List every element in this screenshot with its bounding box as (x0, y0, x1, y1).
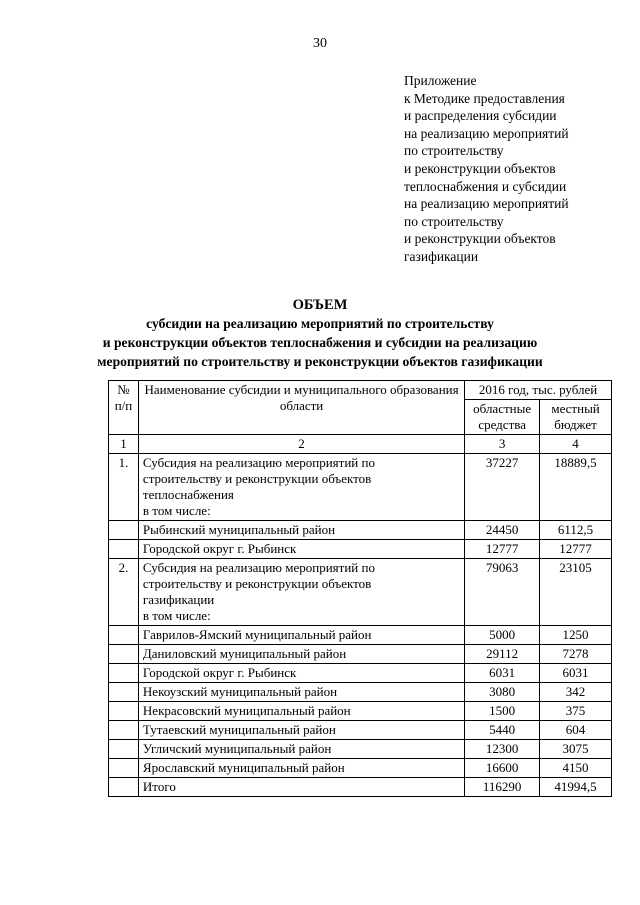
regional-value: 1500 (465, 702, 540, 721)
section-title-line: теплоснабжения (142, 487, 234, 502)
appendix-line: на реализацию мероприятий (404, 196, 569, 212)
local-value: 1250 (540, 626, 612, 645)
municipality-name: Некоузский муниципальный район (138, 683, 464, 702)
municipality-name: Городской округ г. Рыбинск (138, 540, 464, 559)
section-title (138, 454, 464, 521)
municipality-name: Ярославский муниципальный район (138, 759, 464, 778)
section-num: 1. (109, 454, 139, 521)
table-header-row (109, 381, 612, 400)
section-row (109, 559, 612, 626)
regional-value: 79063 (465, 559, 540, 626)
page-number: 30 (313, 36, 327, 51)
regional-value: 6031 (465, 664, 540, 683)
local-value: 12777 (540, 540, 612, 559)
regional-value: 3080 (465, 683, 540, 702)
header-year: 2016 год, тыс. рублей (465, 381, 612, 400)
table-row (109, 721, 612, 740)
municipality-name: Даниловский муниципальный район (138, 645, 464, 664)
regional-value: 37227 (465, 454, 540, 521)
appendix-line: и распределения субсидии (404, 108, 557, 124)
local-value: 7278 (540, 645, 612, 664)
row-num (109, 721, 139, 740)
section-title (138, 559, 464, 626)
local-value: 4150 (540, 759, 612, 778)
appendix-line: теплоснабжения и субсидии (404, 178, 567, 194)
row-num (109, 540, 139, 559)
table-row (109, 759, 612, 778)
appendix-line: и реконструкции объектов (404, 160, 556, 176)
regional-value: 29112 (465, 645, 540, 664)
table-row (109, 626, 612, 645)
total-regional: 116290 (465, 778, 540, 797)
municipality-name: Некрасовский муниципальный район (138, 702, 464, 721)
row-num (109, 778, 139, 797)
municipality-name: Тутаевский муниципальный район (138, 721, 464, 740)
row-num (109, 521, 139, 540)
total-local: 41994,5 (540, 778, 612, 797)
index-cell: 3 (465, 435, 540, 454)
regional-value: 12300 (465, 740, 540, 759)
local-value: 342 (540, 683, 612, 702)
local-value: 18889,5 (540, 454, 612, 521)
row-num (109, 645, 139, 664)
section-title-line: Субсидия на реализацию мероприятий по (142, 455, 375, 470)
row-num (109, 759, 139, 778)
index-cell: 1 (109, 435, 139, 454)
table-row (109, 702, 612, 721)
section-title-line: строительству и реконструкции объектов (142, 471, 372, 486)
table-row (109, 645, 612, 664)
regional-value: 5440 (465, 721, 540, 740)
title-line: субсидии на реализацию мероприятий по строительству (146, 316, 494, 331)
local-value: 6112,5 (540, 521, 612, 540)
table-row (109, 521, 612, 540)
section-title-line: газификации (142, 592, 215, 607)
local-value: 375 (540, 702, 612, 721)
table-row (109, 540, 612, 559)
appendix-line: по строительству (404, 213, 504, 229)
section-title-line: строительству и реконструкции объектов (142, 576, 372, 591)
appendix-line: по строительству (404, 143, 504, 159)
table-row (109, 683, 612, 702)
appendix-note (404, 72, 634, 266)
total-label: Итого (138, 778, 464, 797)
table-index-row (109, 435, 612, 454)
appendix-line: Приложение (404, 73, 477, 88)
title-main: ОБЪЕМ (292, 297, 348, 313)
appendix-line: к Методике предоставления (404, 90, 565, 106)
row-num (109, 740, 139, 759)
document-title (0, 296, 640, 371)
municipality-name: Рыбинский муниципальный район (138, 521, 464, 540)
index-cell: 4 (540, 435, 612, 454)
local-value: 604 (540, 721, 612, 740)
header-local: местный бюджет (540, 400, 612, 435)
section-title-line: Субсидия на реализацию мероприятий по (142, 560, 375, 575)
section-title-line: в том числе: (142, 608, 211, 623)
local-value: 3075 (540, 740, 612, 759)
appendix-line: на реализацию мероприятий (404, 125, 569, 141)
regional-value: 5000 (465, 626, 540, 645)
section-title-line: в том числе: (142, 503, 211, 518)
header-num: № п/п (109, 381, 139, 435)
table-row (109, 740, 612, 759)
row-num (109, 702, 139, 721)
row-num (109, 683, 139, 702)
header-name: Наименование субсидии и муниципального образования области (138, 381, 464, 435)
row-num (109, 626, 139, 645)
section-num: 2. (109, 559, 139, 626)
local-value: 6031 (540, 664, 612, 683)
row-num (109, 664, 139, 683)
table-row (109, 664, 612, 683)
title-line: мероприятий по строительству и реконструкции объектов газификации (97, 354, 543, 369)
section-row (109, 454, 612, 521)
municipality-name: Городской округ г. Рыбинск (138, 664, 464, 683)
local-value: 23105 (540, 559, 612, 626)
municipality-name: Угличский муниципальный район (138, 740, 464, 759)
appendix-line: газификации (404, 248, 479, 264)
header-regional: областные средства (465, 400, 540, 435)
municipality-name: Гаврилов-Ямский муниципальный район (138, 626, 464, 645)
total-row (109, 778, 612, 797)
regional-value: 12777 (465, 540, 540, 559)
index-cell: 2 (138, 435, 464, 454)
appendix-line: и реконструкции объектов (404, 231, 556, 247)
subsidy-table (108, 380, 612, 797)
regional-value: 24450 (465, 521, 540, 540)
title-line: и реконструкции объектов теплоснабжения и субсидии на реализацию (102, 335, 538, 350)
regional-value: 16600 (465, 759, 540, 778)
